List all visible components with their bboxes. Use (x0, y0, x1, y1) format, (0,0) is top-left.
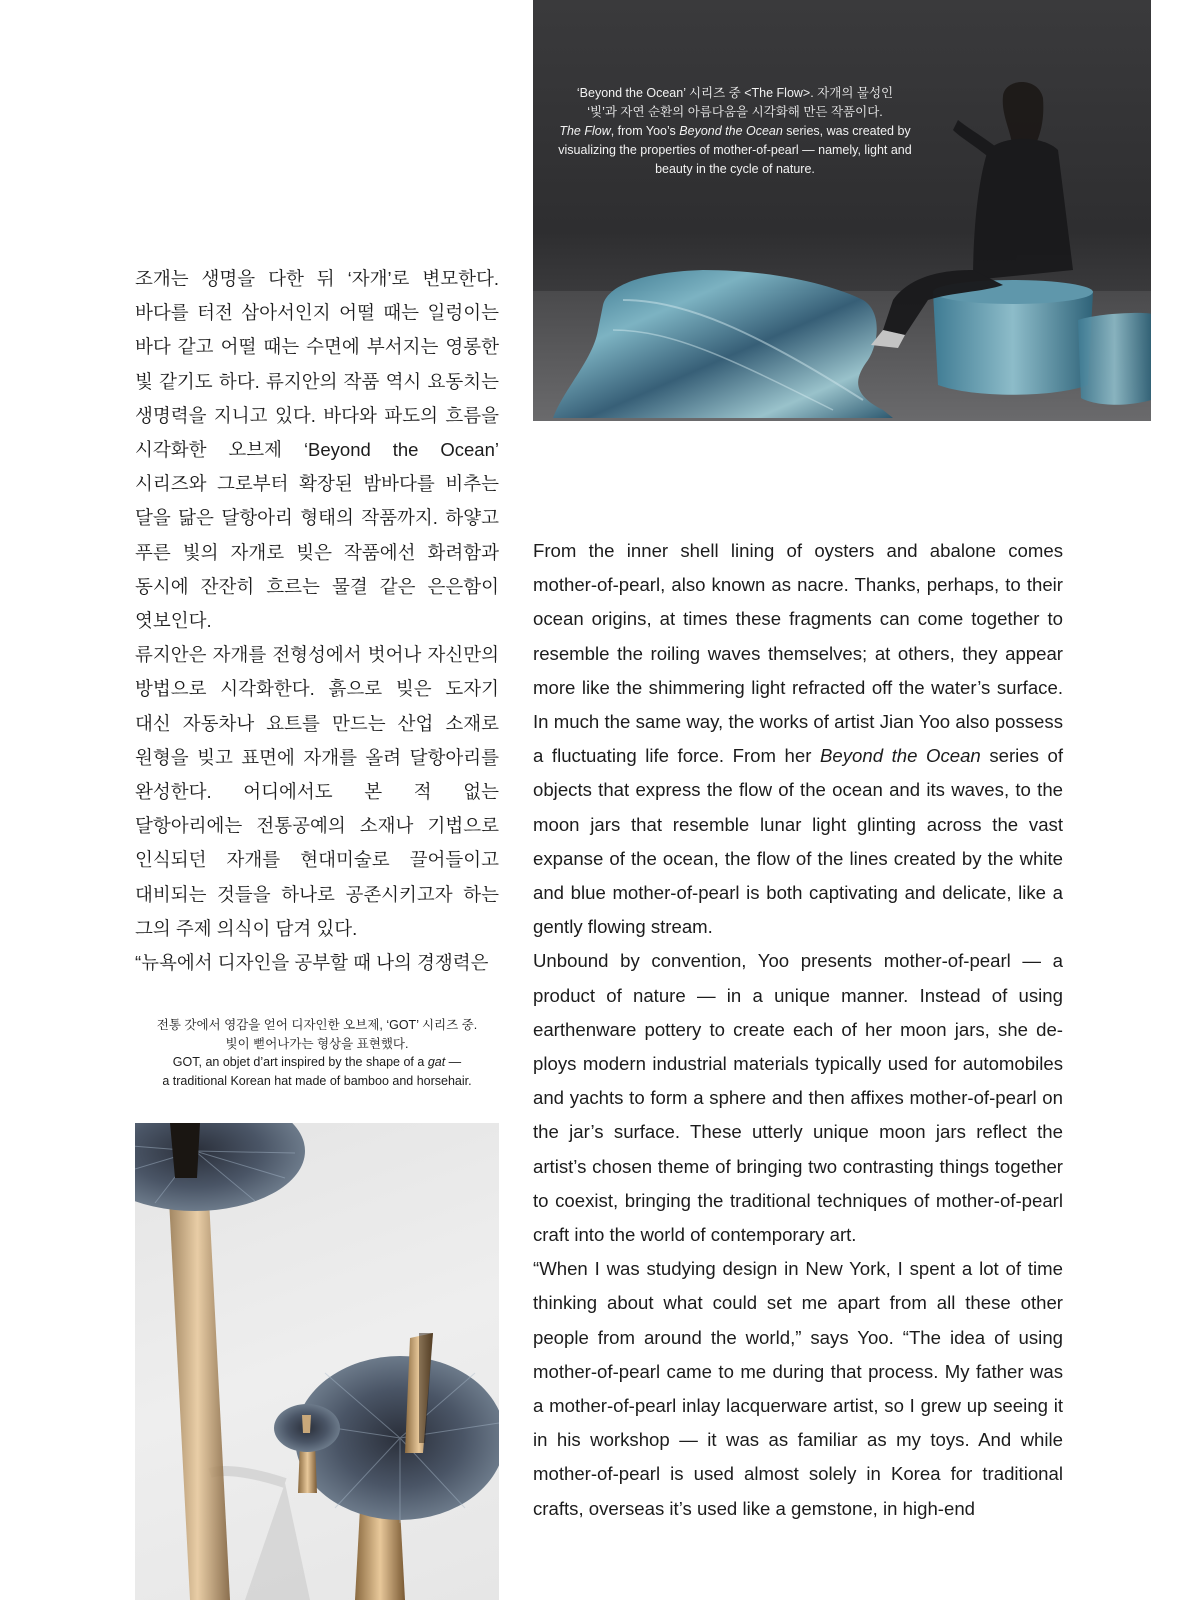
english-body-text (533, 534, 1063, 1526)
bottom-photo-caption (135, 1016, 499, 1090)
caption-ko-line: ‘Beyond the Ocean’ 시리즈 중 <The Flow>. 자개의 물성인 (576, 86, 894, 100)
korean-body-text (135, 262, 499, 980)
got-objet-illustration (135, 1123, 499, 1600)
bottom-photo-got (135, 1123, 499, 1600)
caption-en: The Flow, from Yoo’s Beyond the Ocean series, was created by visualizing the properties of mother-of-pearl — namely, light and beauty in the cycle of nature. (558, 124, 912, 176)
got-objet-large (295, 1333, 499, 1600)
korean-paragraph: 조개는 생명을 다한 뒤 ‘자개’로 변모한다. 바다를 터전 삼아서인지 어떨 때는 일렁이는 바다 같고 어떨 때는 수면에 부서지는 영롱한 빛 같기도 하다. 류지안의 작품 역시 요동치는 생명력을 지니고 있다. 바다와 파도의 흐름을 시각화한 오브제 ‘Beyond the Ocean’ 시리즈와 그로부터 확장된 밤바다를 비추는 달을 닮은 달항아리 형태의 작품까지. 하얗고 푸른 빛의 자개로 빚은 작품에선 화려함과 동시에 잔잔히 흐르는 물결 같은 은은함이 엿보인다. (135, 268, 499, 632)
caption-en-title: The Flow (559, 124, 611, 138)
caption-ko-line: 빛이 뻗어나가는 형상을 표현했다. (225, 1036, 409, 1051)
korean-paragraph: “뉴욕에서 디자인을 공부할 때 나의 경쟁력은 (135, 952, 489, 974)
caption-en-series: Beyond the Ocean (679, 124, 783, 138)
korean-paragraph: 류지안은 자개를 전형성에서 벗어나 자신만의 방법으로 시각화한다. 흙으로 빚은 도자기 대신 자동차나 요트를 만드는 산업 소재로 원형을 빚고 표면에 자개를 올려 달항아리를 완성한다. 어디에서도 본 적 없는 달항아리에는 전통공예의 소재나 기법으로 인식되던 자개를 현대미술로 끌어들이고 대비되는 것들을 하나로 공존시키고자 하는 그의 주제 의식이 담겨 있다. (135, 644, 499, 939)
caption-en-line: GOT, an objet d’art inspired by the shape of a gat — (172, 1055, 462, 1069)
top-photo-caption (545, 84, 925, 179)
english-paragraph: From the inner shell lining of oysters and abalone comes mother-of-pearl, also known as nacre. Thanks, perhaps, to their ocean origins, at times these fragments can come together to resemble the roiling waves themselves; at others, they appear more like the shimmering light refracted off the water’s surface. In much the same way, the works of artist Jian Yoo also possess a fluctuating life force. From her Beyond the Ocean series of objects that express the flow of the ocean and its waves, to the moon jars that resemble lunar light glinting across the vast expanse of the ocean, the flow of the lines created by the white and blue mother-of-pearl is both captivating and delicate, like a gently flowing stream. (533, 540, 1063, 938)
flow-sculpture-small (1078, 313, 1151, 405)
top-photo-flow (533, 0, 1151, 421)
caption-ko-line: 전통 갓에서 영감을 얻어 디자인한 오브제, ‘GOT’ 시리즈 중. (156, 1018, 478, 1032)
flow-sculpture-illustration (533, 0, 1151, 421)
english-paragraph: “When I was studying design in New York, I spent a lot of time thinking about what could set me apart from all these other people from around the world,” says Yoo. “The idea of using mother-of-pearl came to me during that process. My father was a mother-of-pearl inlay lacquerware artist, so I grew up seeing it in his workshop — it was as familiar as my toys. And while mother-of-pearl is used almost solely in Korea for traditional crafts, overseas it’s used like a gemstone, in high-end (533, 1258, 1063, 1519)
flow-sculpture-large (553, 270, 893, 418)
caption-en-line: a traditional Korean hat made of bamboo and horsehair. (162, 1073, 472, 1088)
english-paragraph: Unbound by convention, Yoo presents mother-of-pearl — a product of nature — in a unique manner. Instead of using earthenware pottery to create each of her moon jars, she deploys modern industrial materials typically used for automobiles and yachts to form a sphere and then affixes mother-of-pearl on the jar’s surface. These utterly unique moon jars reflect the artist’s chosen theme of bringing two contrasting things together to coexist, bringing the traditional techniques of mother-of-pearl craft into the world of contemporary art. (533, 950, 1063, 1246)
series-title: Beyond the Ocean (819, 745, 981, 767)
caption-ko-line: ‘빛’과 자연 순환의 아름다움을 시각화해 만든 작품이다. (587, 105, 883, 119)
